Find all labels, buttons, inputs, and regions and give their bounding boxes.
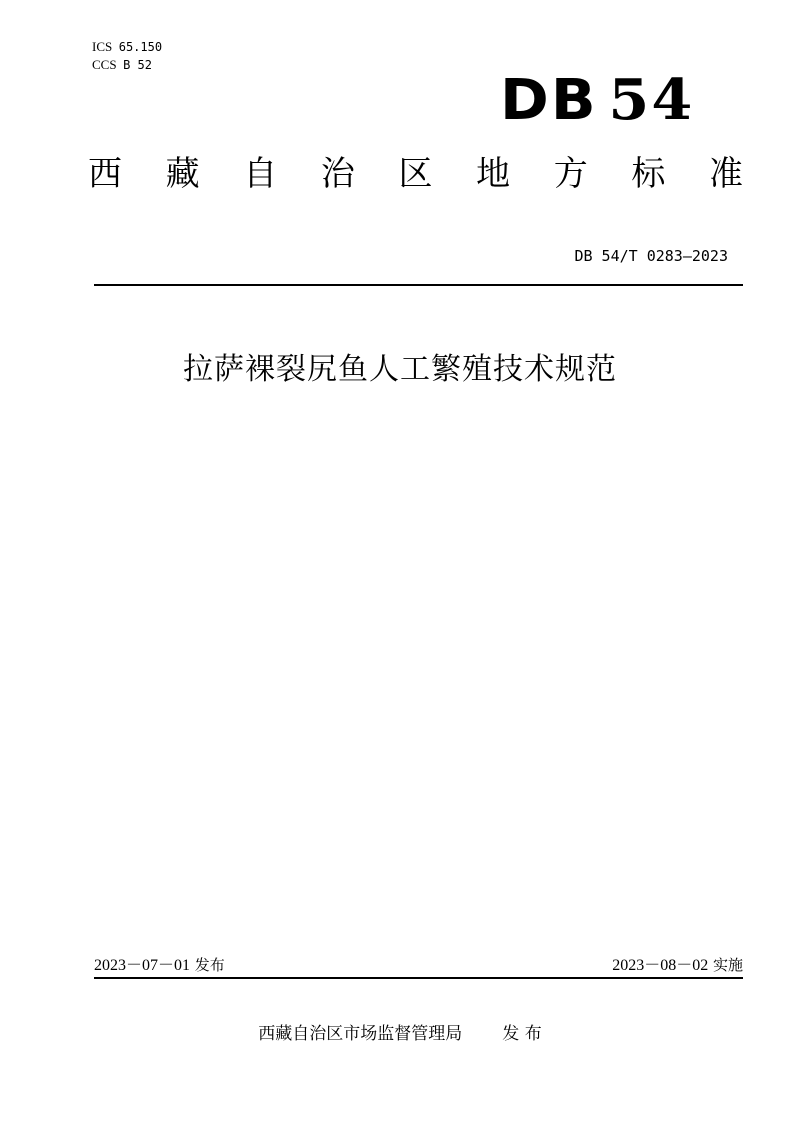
document-title: 拉萨裸裂尻鱼人工繁殖技术规范: [183, 352, 617, 387]
db-logo: [500, 67, 700, 133]
release-date: 2023－07－01: [94, 957, 191, 974]
implement-date: 2023－08－02: [612, 957, 709, 974]
implement-info: [612, 955, 743, 976]
ics-label: ICS: [92, 39, 113, 54]
heading-char: 准: [709, 154, 743, 194]
release-label: 发布: [194, 956, 225, 974]
classification-codes: [92, 38, 162, 74]
implement-label: 实施: [712, 956, 743, 974]
logo-prefix: DB: [500, 68, 598, 133]
logo-number: 54: [608, 67, 695, 133]
ccs-label: CCS: [92, 57, 117, 72]
ics-line: [92, 38, 162, 56]
heading-char: 方: [553, 154, 588, 194]
standard-type-heading: [88, 152, 743, 196]
footer-divider: [94, 977, 743, 979]
heading-char: 地: [476, 154, 511, 194]
issuer-action: 发 布: [502, 1024, 542, 1044]
ccs-value: B 52: [123, 58, 152, 72]
ccs-line: [92, 56, 162, 74]
heading-char: 自: [243, 154, 278, 194]
heading-char: 治: [320, 154, 355, 194]
issuer-name: 西藏自治区市场监督管理局: [258, 1024, 463, 1044]
heading-char: 区: [398, 154, 433, 194]
standard-number: DB 54/T 0283—2023: [574, 247, 728, 265]
heading-char: 标: [631, 154, 666, 194]
header-divider: [94, 284, 743, 286]
release-info: [94, 955, 225, 976]
ics-value: 65.150: [118, 40, 163, 54]
heading-char: 藏: [165, 154, 200, 194]
issuer-line: [0, 1022, 800, 1046]
heading-char: 西: [88, 154, 122, 194]
